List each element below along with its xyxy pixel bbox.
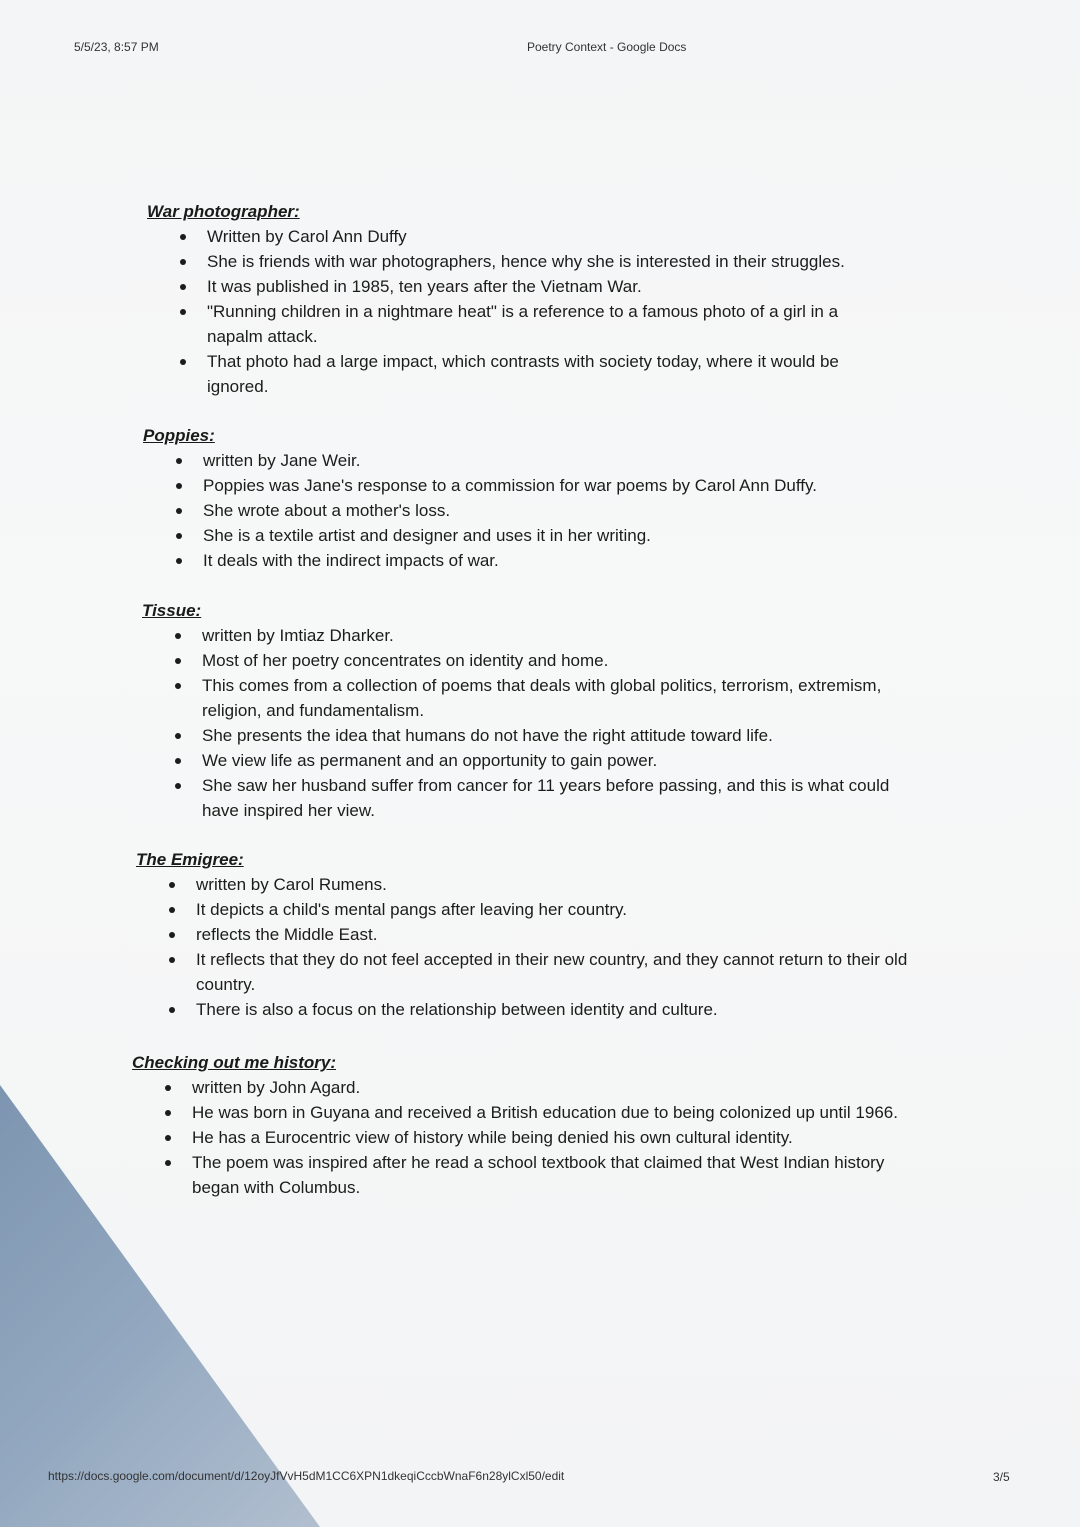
bullet-list — [147, 224, 927, 399]
list-item: written by John Agard. — [132, 1075, 932, 1100]
list-item: The poem was inspired after he read a school textbook that claimed that West Indian history began with Columbus. — [132, 1150, 912, 1200]
list-item: It was published in 1985, ten years after the Vietnam War. — [147, 274, 927, 299]
list-item: "Running children in a nightmare heat" is a reference to a famous photo of a girl in a napalm attack. — [147, 299, 897, 349]
section-checking-out-me-history — [132, 1051, 932, 1200]
bullet-list — [132, 1075, 932, 1200]
section-war-photographer — [147, 200, 927, 399]
section-title: Poppies: — [143, 426, 215, 445]
section-the-emigree — [136, 848, 926, 1022]
list-item: She is a textile artist and designer and uses it in her writing. — [143, 523, 923, 548]
section-poppies — [143, 424, 923, 573]
section-title: The Emigree: — [136, 850, 244, 869]
list-item: There is also a focus on the relationship between identity and culture. — [136, 997, 926, 1022]
section-title: Checking out me history: — [132, 1053, 337, 1072]
list-item: That photo had a large impact, which contrasts with society today, where it would be ignored. — [147, 349, 897, 399]
list-item: He was born in Guyana and received a British education due to being colonized up until 1966. — [132, 1100, 932, 1125]
list-item: She presents the idea that humans do not have the right attitude toward life. — [142, 723, 922, 748]
bullet-list — [143, 448, 923, 573]
list-item: written by Carol Rumens. — [136, 872, 926, 897]
list-item: It deals with the indirect impacts of war. — [143, 548, 923, 573]
list-item: Written by Carol Ann Duffy — [147, 224, 927, 249]
list-item: written by Jane Weir. — [143, 448, 923, 473]
print-date: 5/5/23, 8:57 PM — [74, 40, 159, 54]
bullet-list — [136, 872, 926, 1022]
list-item: She saw her husband suffer from cancer for 11 years before passing, and this is what could have inspired her view. — [142, 773, 922, 823]
list-item: It reflects that they do not feel accepted in their new country, and they cannot return to their old country. — [136, 947, 926, 997]
section-title: War photographer: — [147, 202, 300, 221]
list-item: This comes from a collection of poems that deals with global politics, terrorism, extremism, religion, and fundamentalism. — [142, 673, 902, 723]
list-item: Poppies was Jane's response to a commission for war poems by Carol Ann Duffy. — [143, 473, 923, 498]
list-item: We view life as permanent and an opportunity to gain power. — [142, 748, 922, 773]
list-item: Most of her poetry concentrates on identity and home. — [142, 648, 922, 673]
document-url: https://docs.google.com/document/d/12oyJfVvH5dM1CC6XPN1dkeqiCccbWnaF6n28ylCxl50/edit — [48, 1469, 565, 1483]
list-item: reflects the Middle East. — [136, 922, 926, 947]
document-title: Poetry Context - Google Docs — [527, 40, 687, 54]
list-item: He has a Eurocentric view of history while being denied his own cultural identity. — [132, 1125, 932, 1150]
list-item: She is friends with war photographers, hence why she is interested in their struggles. — [147, 249, 927, 274]
bullet-list — [142, 623, 922, 823]
section-title: Tissue: — [142, 601, 202, 620]
page-number: 3/5 — [993, 1470, 1010, 1484]
section-tissue — [142, 599, 922, 823]
list-item: written by Imtiaz Dharker. — [142, 623, 922, 648]
list-item: It depicts a child's mental pangs after leaving her country. — [136, 897, 926, 922]
list-item: She wrote about a mother's loss. — [143, 498, 923, 523]
